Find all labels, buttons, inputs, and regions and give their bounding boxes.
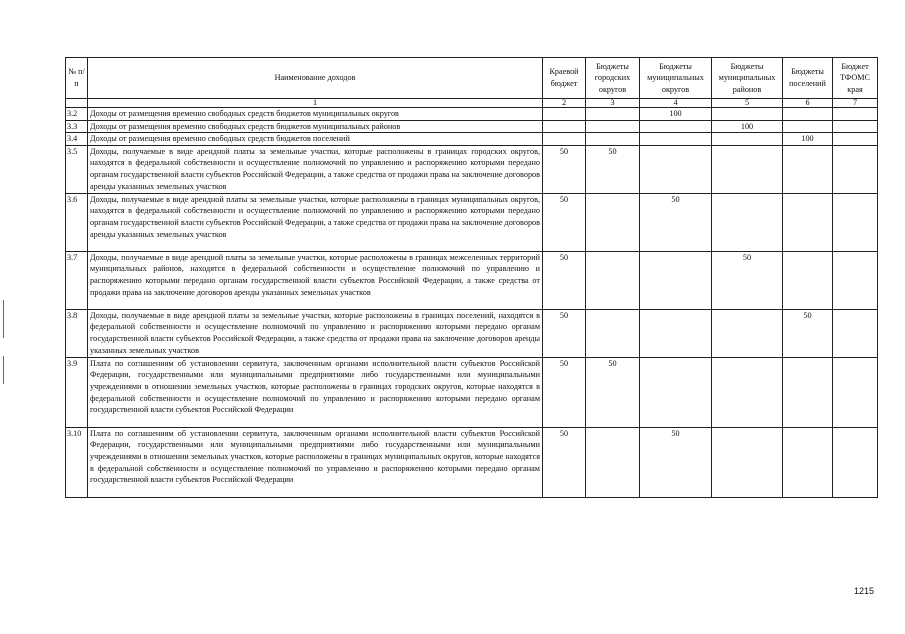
percent-cell: 50: [640, 427, 712, 497]
percent-cell: [640, 120, 712, 133]
table-row: [66, 108, 878, 121]
index-cell: 2: [543, 99, 586, 108]
percent-cell: [640, 251, 712, 309]
percent-cell: [586, 133, 640, 146]
percent-cell: [586, 108, 640, 121]
column-index-row: [66, 99, 878, 108]
table-row: [66, 193, 878, 251]
header-settlements: Бюджеты поселений: [783, 58, 833, 99]
percent-cell: [586, 309, 640, 357]
index-cell: 1: [88, 99, 543, 108]
table-row: [66, 309, 878, 357]
table-row: [66, 251, 878, 309]
header-municipal-districts: Бюджеты муниципальных округов: [640, 58, 712, 99]
percent-cell: [586, 193, 640, 251]
index-cell: 7: [833, 99, 878, 108]
percent-cell: [712, 193, 783, 251]
scan-margin-mark: [3, 356, 4, 384]
percent-cell: [833, 357, 878, 427]
percent-cell: 50: [712, 251, 783, 309]
index-cell: 4: [640, 99, 712, 108]
row-number: 3.2: [66, 108, 88, 121]
percent-cell: 50: [586, 145, 640, 193]
header-city-districts: Бюджеты городских округов: [586, 58, 640, 99]
percent-cell: [783, 427, 833, 497]
percent-cell: [712, 133, 783, 146]
row-number: 3.3: [66, 120, 88, 133]
percent-cell: [640, 133, 712, 146]
percent-cell: [712, 357, 783, 427]
percent-cell: [712, 309, 783, 357]
percent-cell: [833, 133, 878, 146]
row-number: 3.4: [66, 133, 88, 146]
percent-cell: 50: [543, 145, 586, 193]
header-municipal-areas: Бюджеты муниципальных районов: [712, 58, 783, 99]
percent-cell: [712, 145, 783, 193]
percent-cell: [833, 193, 878, 251]
table-row: [66, 357, 878, 427]
percent-cell: [783, 120, 833, 133]
percent-cell: [833, 108, 878, 121]
percent-cell: 100: [640, 108, 712, 121]
revenue-distribution-table: [65, 57, 878, 498]
percent-cell: [543, 120, 586, 133]
percent-cell: [833, 427, 878, 497]
revenue-name: Доходы от размещения временно свободных средств бюджетов муниципальных районов: [88, 120, 543, 133]
row-number: 3.6: [66, 193, 88, 251]
header-name: Наименование доходов: [88, 58, 543, 99]
percent-cell: [833, 120, 878, 133]
percent-cell: 100: [783, 133, 833, 146]
percent-cell: [833, 251, 878, 309]
percent-cell: [833, 145, 878, 193]
table-row: [66, 133, 878, 146]
percent-cell: [543, 108, 586, 121]
percent-cell: [543, 133, 586, 146]
revenue-name: Доходы, получаемые в виде арендной платы за земельные участки, которые расположены в границах межселенных территорий муниципальных районов, находятся в федеральной собственности и осуществление полномочий по управлению и распоряжению которыми передано органам государственной власти субъектов Российской Федерации, а также средства от продажи права на заключение договоров аренды указанных земельных участков: [88, 251, 543, 309]
index-cell: 3: [586, 99, 640, 108]
table-row: [66, 120, 878, 133]
revenue-name: Доходы от размещения временно свободных средств бюджетов муниципальных округов: [88, 108, 543, 121]
percent-cell: 50: [543, 427, 586, 497]
percent-cell: [640, 309, 712, 357]
row-number: 3.7: [66, 251, 88, 309]
percent-cell: [640, 145, 712, 193]
header-tfoms: Бюджет ТФОМС края: [833, 58, 878, 99]
percent-cell: [783, 357, 833, 427]
row-number: 3.8: [66, 309, 88, 357]
percent-cell: 50: [543, 357, 586, 427]
revenue-name: Плата по соглашениям об установлении сервитута, заключенным органами исполнительной власти субъектов Российской Федерации, государственными или муниципальными предприятиями либо государственными или муниципальными учреждениями в отношении земельных участков, которые расположены в границах муниципальных округов, которые находятся в федеральной собственности и осуществление полномочий по управлению и распоряжению которыми передано органам государственной власти субъектов Российской Федерации: [88, 427, 543, 497]
percent-cell: [783, 193, 833, 251]
percent-cell: 50: [586, 357, 640, 427]
scan-margin-mark: [3, 300, 4, 338]
percent-cell: [783, 251, 833, 309]
percent-cell: [712, 108, 783, 121]
index-cell: 6: [783, 99, 833, 108]
percent-cell: [640, 357, 712, 427]
percent-cell: 50: [783, 309, 833, 357]
percent-cell: 50: [640, 193, 712, 251]
percent-cell: 50: [543, 309, 586, 357]
percent-cell: 50: [543, 251, 586, 309]
percent-cell: [586, 251, 640, 309]
row-number: 3.9: [66, 357, 88, 427]
percent-cell: [586, 120, 640, 133]
table-row: [66, 427, 878, 497]
revenue-name: Доходы от размещения временно свободных средств бюджетов поселений: [88, 133, 543, 146]
percent-cell: [833, 309, 878, 357]
row-number: 3.10: [66, 427, 88, 497]
revenue-name: Доходы, получаемые в виде арендной платы за земельные участки, которые расположены в границах городских округов, находятся в федеральной собственности и осуществление полномочий по управлению и распоряжению которыми передано органам государственной власти субъектов Российской Федерации, а также средства от продажи права на заключение договоров аренды указанных земельных участков: [88, 145, 543, 193]
page-number: 1215: [854, 586, 875, 596]
revenue-name: Доходы, получаемые в виде арендной платы за земельные участки, которые расположены в границах муниципальных округов, находятся в федеральной собственности и осуществление полномочий по управлению и распоряжению которыми передано органам государственной власти субъектов Российской Федерации, а также средства от продажи права на заключение договоров аренды указанных земельных участков: [88, 193, 543, 251]
percent-cell: [783, 145, 833, 193]
revenue-name: Доходы, получаемые в виде арендной платы за земельные участки, которые расположены в границах поселений, находятся в федеральной собственности и осуществление полномочий по управлению и распоряжению которыми передано органам государственной власти субъектов Российской Федерации, а также средства от продажи права на заключение договоров аренды указанных земельных участков: [88, 309, 543, 357]
header-regional-budget: Краевой бюджет: [543, 58, 586, 99]
header-row: [66, 58, 878, 99]
revenue-name: Плата по соглашениям об установлении сервитута, заключенным органами исполнительной власти субъектов Российской Федерации, государственными или муниципальными предприятиями либо государственными или муниципальными учреждениями в отношении земельных участков, которые расположены в границах городских округов, которые находятся в федеральной собственности и осуществление полномочий по управлению и распоряжению которыми передано органам государственной власти субъектов Российской Федерации: [88, 357, 543, 427]
percent-cell: 50: [543, 193, 586, 251]
index-cell: 5: [712, 99, 783, 108]
row-number: 3.5: [66, 145, 88, 193]
header-num: № п/п: [66, 58, 88, 99]
index-cell: [66, 99, 88, 108]
percent-cell: [586, 427, 640, 497]
table-row: [66, 145, 878, 193]
percent-cell: 100: [712, 120, 783, 133]
percent-cell: [783, 108, 833, 121]
percent-cell: [712, 427, 783, 497]
